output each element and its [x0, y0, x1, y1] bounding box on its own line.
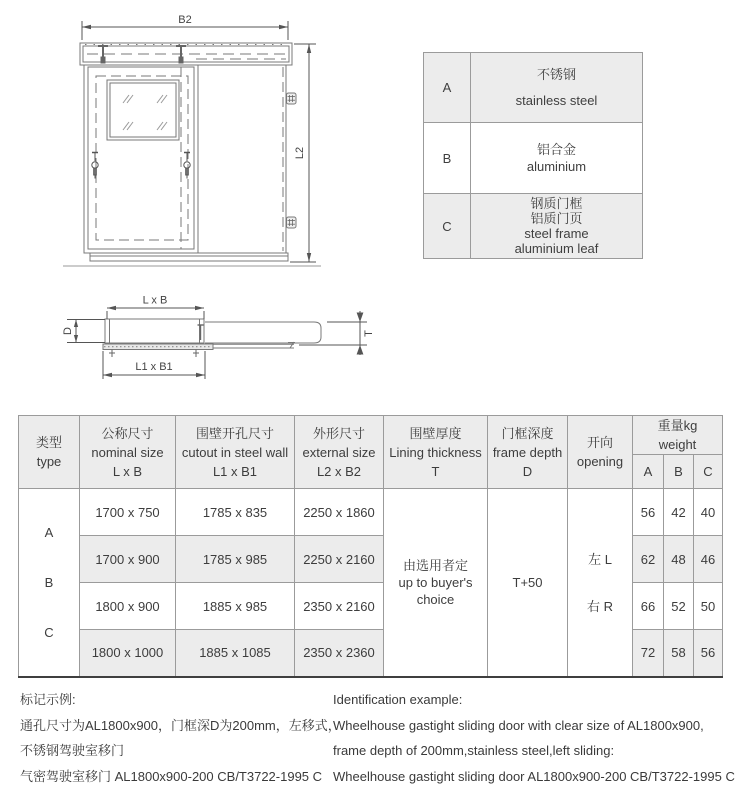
keeper-clip-top [287, 93, 297, 104]
note-line: Wheelhouse gastight sliding door with clear size of AL1800x900, [333, 717, 704, 733]
nominal-size-cell: 1800 x 1000 [80, 630, 176, 677]
header-zh: 围壁开孔尺寸 [195, 425, 274, 441]
header-zh: 围壁厚度 [409, 425, 462, 441]
weight-a-cell: 62 [633, 536, 664, 583]
col-header-opening [568, 416, 633, 489]
front-view-drawing [50, 10, 330, 275]
sill-pins [109, 350, 199, 358]
opening-right: 右 R [586, 599, 613, 615]
type-label: A [44, 525, 54, 540]
dimension-label-l2: L2 [294, 146, 306, 160]
door-assembly [63, 43, 321, 266]
material-name-en: stainless steel [515, 93, 598, 108]
section-geometry [103, 319, 321, 357]
type-label: B [44, 574, 54, 590]
external-size-cell: 2250 x 2160 [295, 536, 384, 583]
header-sub: D [522, 463, 533, 479]
material-desc [471, 53, 643, 123]
col-header-lining-thickness [384, 416, 488, 489]
col-header-frame-depth [488, 416, 568, 489]
header-sub: L1 x B1 [212, 463, 258, 479]
weight-a-cell: 72 [633, 630, 664, 677]
note-line: frame depth of 200mm,stainless steel,left sliding: [333, 743, 615, 758]
weight-c-cell: 46 [694, 536, 723, 583]
nominal-size-cell: 1700 x 750 [80, 489, 176, 536]
header-en: opening [576, 454, 624, 469]
weight-a-cell: 56 [633, 489, 664, 536]
external-size-cell: 2350 x 2360 [295, 630, 384, 677]
col-header-external-size [295, 416, 384, 489]
material-type-label: C [424, 194, 471, 259]
nominal-size-cell: 1700 x 900 [80, 536, 176, 583]
col-header-weight [633, 416, 723, 455]
header-en: type [36, 454, 62, 469]
col-header-nominal-size [80, 416, 176, 489]
opening-cell [568, 489, 633, 677]
bottom-sill [90, 253, 288, 261]
lining-en: choice [416, 591, 455, 607]
spec-header-row [19, 416, 723, 455]
col-header-weight-a: A [633, 455, 664, 489]
material-name-zh: 钢质门框 [530, 196, 583, 211]
bulkhead-edge [283, 65, 286, 253]
material-type-label: B [424, 123, 471, 194]
opening-left: 左 L [588, 552, 612, 568]
cutout-size-cell: 1785 x 985 [176, 536, 295, 583]
col-header-weight-b: B [664, 455, 694, 489]
header-en: frame depth [492, 444, 563, 460]
note-line: 标记示例: [20, 692, 76, 707]
note-line: 气密驾驶室移门 AL1800x900-200 CB/T3722-1995 C [20, 768, 323, 784]
weight-b-cell: 58 [664, 630, 694, 677]
weight-c-cell: 50 [694, 583, 723, 630]
lining-zh: 由选用者定 [402, 557, 468, 573]
material-row-a [424, 53, 643, 123]
material-name-zh: 铝质门页 [530, 211, 583, 226]
header-sub: T [431, 463, 440, 479]
header-en: external size [302, 444, 376, 460]
section-view-drawing [55, 288, 390, 395]
notes-chinese [20, 687, 341, 789]
header-zh: 外形尺寸 [312, 425, 365, 441]
weight-b-cell: 52 [664, 583, 694, 630]
dimension-label-l1xb1: L1 x B1 [135, 361, 173, 373]
header-zh: 重量kg [657, 418, 698, 433]
header-zh: 开向 [586, 435, 613, 450]
header-zh: 门框深度 [501, 425, 554, 441]
col-header-cutout [176, 416, 295, 489]
header-zh: 类型 [35, 435, 62, 450]
external-size-cell: 2350 x 2160 [295, 583, 384, 630]
notes-english [333, 687, 748, 789]
cutout-size-cell: 1885 x 1085 [176, 630, 295, 677]
dimension-label-b2: B2 [178, 14, 192, 26]
material-legend-table [423, 52, 643, 259]
dimension-label-t: T [363, 330, 375, 337]
header-en: Lining thickness [389, 444, 482, 460]
material-name-en: aluminium [526, 159, 587, 174]
frame-depth-cell: T+50 [488, 489, 568, 677]
weight-b-cell: 42 [664, 489, 694, 536]
col-header-weight-c: C [694, 455, 723, 489]
material-type-label: A [424, 53, 471, 123]
dimension-label-d: D [62, 327, 74, 335]
material-desc [471, 194, 643, 259]
nominal-size-cell: 1800 x 900 [80, 583, 176, 630]
note-line: Wheelhouse gastight sliding door AL1800x900-200 CB/T3722-1995 C [333, 768, 735, 784]
cutout-size-cell: 1885 x 985 [176, 583, 295, 630]
type-label: C [44, 624, 54, 640]
note-line: Identification example: [333, 692, 463, 707]
weight-a-cell: 66 [633, 583, 664, 630]
weight-b-cell: 48 [664, 536, 694, 583]
frame-section [105, 319, 204, 343]
weight-c-cell: 56 [694, 630, 723, 677]
external-size-cell: 2250 x 1860 [295, 489, 384, 536]
lining-thickness-cell [384, 489, 488, 677]
material-name-zh: 铝合金 [536, 142, 576, 157]
identification-notes [20, 687, 748, 789]
header-en: nominal size [91, 444, 164, 460]
material-row-b [424, 123, 643, 194]
cutout-size-cell: 1785 x 835 [176, 489, 295, 536]
note-line: 不锈钢驾驶室移门 [20, 743, 125, 758]
material-desc [471, 123, 643, 194]
spec-row [19, 489, 723, 536]
header-sub: L x B [112, 463, 143, 479]
door-leaf-section [205, 322, 321, 343]
material-name-en: steel frame [524, 226, 589, 241]
keeper-clip-bottom [287, 217, 297, 228]
col-header-type [19, 416, 80, 489]
window [107, 80, 179, 140]
weight-c-cell: 40 [694, 489, 723, 536]
dimension-label-lxb: L x B [142, 294, 168, 307]
header-sub: L2 x B2 [316, 463, 362, 479]
note-line: 通孔尺寸为AL1800x900，门框深D为200mm，左移式， [20, 717, 341, 733]
type-cell [19, 489, 80, 677]
material-row-c [424, 194, 643, 259]
lining-en: up to buyer's [398, 574, 473, 590]
dimension-lxb [107, 306, 204, 319]
material-name-zh: 不锈钢 [536, 67, 576, 82]
spec-table [18, 415, 723, 678]
material-name-en: aluminium leaf [514, 241, 599, 256]
header-en: weight [658, 437, 697, 452]
header-zh: 公称尺寸 [101, 425, 154, 441]
header-en: cutout in steel wall [181, 444, 289, 460]
